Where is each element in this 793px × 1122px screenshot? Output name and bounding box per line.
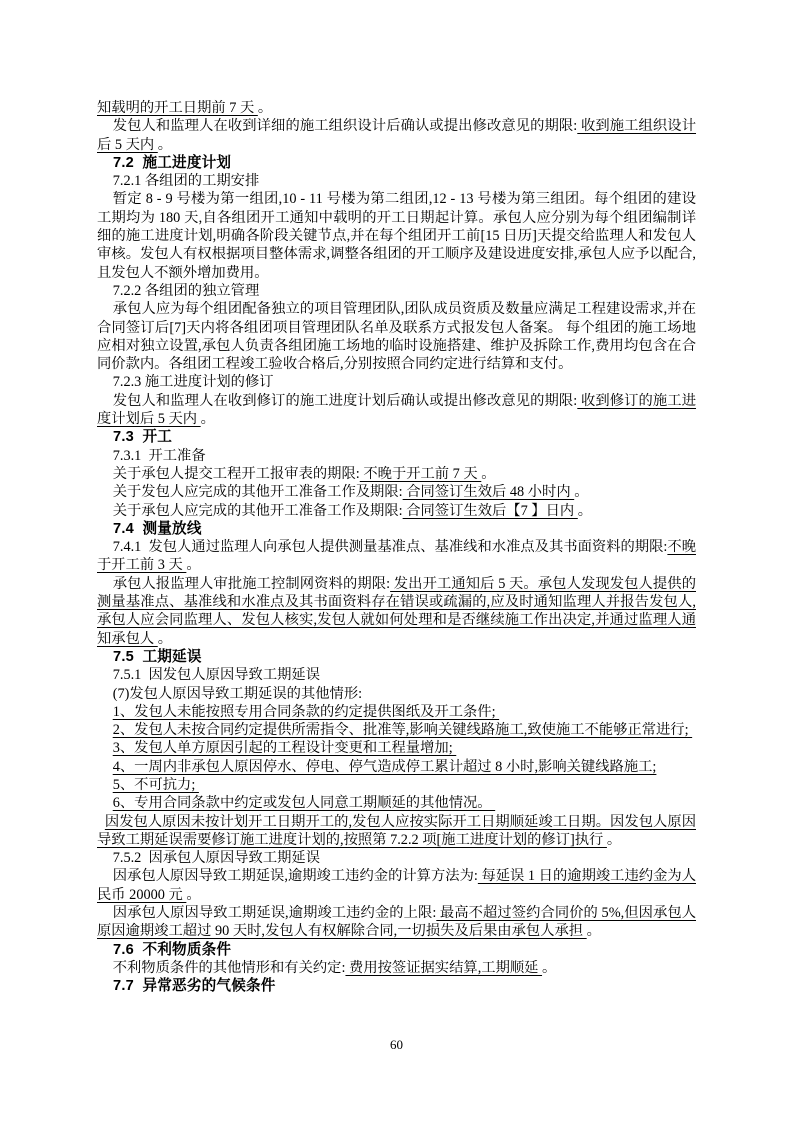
- section-heading: [97, 941, 696, 959]
- paragraph: [97, 538, 696, 575]
- heading-text: 7.5.1 因发包人原因导致工期延误: [112, 667, 321, 684]
- filled-blank: 3、发包人单方原因引起的工程设计变更和工程量增加;: [112, 740, 457, 757]
- paragraph: [97, 685, 696, 703]
- heading-text: 7.7 异常恶劣的气候条件: [113, 978, 276, 995]
- text-segment: 发包人和监理人在收到修订的施工进度计划后确认或提出修改意见的期限:: [112, 392, 578, 409]
- paragraph: [97, 99, 696, 117]
- text-segment: 。: [186, 557, 201, 574]
- filled-blank: 合同签订生效后 48 小时内: [402, 484, 575, 501]
- paragraph: [97, 867, 696, 904]
- filled-blank: 最高不超过签约合同价的 5%,但因承包人原因逾期竣工超过 90 天时,发包人有权解除合同,一切损失及后果由承包人承担: [97, 905, 696, 940]
- list-item: [97, 721, 696, 739]
- heading-text: 7.2.3 施工进度计划的修订: [112, 374, 274, 391]
- text-segment: 。: [606, 831, 622, 848]
- text-segment: 。: [157, 630, 173, 647]
- subsection-heading: [97, 447, 696, 465]
- document-content: [97, 99, 696, 996]
- heading-text: 7.6 不利物质条件: [113, 941, 232, 958]
- filled-blank: 知载明的开工日期前 7 天: [97, 100, 258, 116]
- text-segment: 承包人应为每个组团配备独立的项目管理团队,团队成员资质及数量应满足工程建设需求,并在合同签订后[7]天内将各组团项目管理团队名单及联系方式报发包人备案。 每个组团的施工场地应相对独立设置,承包人负责各组团施工场地的临时设施搭建、维护及拆除工作,费用均包含在合同价款内。各组团工程竣工验收合格后,分别按照合同约定进行结算和支付。: [97, 301, 696, 373]
- paragraph: [97, 300, 696, 373]
- text-segment: (7)发包人原因导致工期延误的其他情形:: [112, 685, 363, 702]
- list-item: [97, 703, 696, 721]
- text-segment: 。: [574, 484, 589, 501]
- list-item: [97, 758, 696, 776]
- filled-blank: 因发包人原因未按计划开工日期开工的,发包人应按实际开工日期顺延竣工日期。因发包人原因导致工期延误需要修订施工进度计划的,按照第 7.2.2 项[施工进度计划的修订]执行: [97, 813, 696, 848]
- heading-text: 7.4 测量放线: [113, 520, 202, 537]
- heading-text: 7.3.1 开工准备: [112, 447, 206, 464]
- paragraph: [97, 575, 696, 648]
- heading-text: 7.5 工期延误: [113, 648, 202, 665]
- subsection-heading: [97, 666, 696, 684]
- section-heading: [97, 154, 696, 172]
- section-heading: [97, 977, 696, 995]
- text-segment: 。: [481, 465, 496, 482]
- page-number: 60: [390, 1037, 403, 1052]
- filled-blank: 每延误 1 日的逾期竣工违约金为人民币 20000 元: [97, 868, 696, 903]
- paragraph: [97, 392, 696, 429]
- heading-text: 7.5.2 因承包人原因导致工期延误: [112, 850, 321, 867]
- text-segment: 。: [586, 923, 601, 940]
- text-segment: 。: [157, 136, 173, 153]
- paragraph: [97, 117, 696, 154]
- text-segment: 。: [200, 411, 215, 428]
- text-segment: 7.4.1 发包人通过监理人向承包人提供测量基准点、基准线和水准点及其书面资料的期限:: [112, 539, 668, 556]
- filled-blank: 6、专用合同条款中约定或发包人同意工期顺延的其他情况。: [112, 795, 496, 812]
- text-segment: 关于发包人应完成的其他开工准备工作及期限:: [112, 484, 403, 501]
- text-segment: 。: [577, 502, 593, 519]
- subsection-heading: [97, 282, 696, 300]
- filled-blank: 费用按签证据实结算,工期顺延: [345, 959, 543, 976]
- text-segment: 。: [542, 959, 557, 976]
- list-item: [97, 739, 696, 757]
- paragraph: [97, 959, 696, 977]
- text-segment: 。: [186, 886, 201, 903]
- paragraph: [97, 904, 696, 941]
- paragraph: [97, 483, 696, 501]
- heading-text: 7.2.2 各组团的独立管理: [112, 282, 260, 299]
- list-item: [97, 776, 696, 794]
- paragraph: [97, 502, 696, 520]
- filled-blank: 不晚于开工前 3 天: [97, 539, 696, 574]
- heading-text: 7.2 施工进度计划: [113, 154, 232, 171]
- filled-blank: 收到施工组织设计后 5 天内: [97, 118, 697, 153]
- page-footer: [0, 1037, 793, 1053]
- filled-blank: 合同签订生效后【7 】日内: [402, 502, 578, 519]
- filled-blank: 2、发包人未按合同约定提供所需指令、批准等,影响关键线路施工,致使施工不能够正常进行;: [112, 722, 693, 739]
- filled-blank: 5、不可抗力;: [112, 776, 199, 793]
- subsection-heading: [97, 373, 696, 391]
- heading-text: 7.2.1 各组团的工期安排: [112, 173, 260, 190]
- filled-blank: 1、发包人未能按照专用合同条款的约定提供图纸及开工条件;: [112, 703, 500, 720]
- heading-text: 7.3 开工: [113, 429, 173, 446]
- text-segment: 关于承包人应完成的其他开工准备工作及期限:: [112, 502, 403, 519]
- text-segment: 因承包人原因导致工期延误,逾期竣工违约金的计算方法为:: [112, 868, 478, 885]
- paragraph: [97, 465, 696, 483]
- subsection-heading: [97, 172, 696, 190]
- filled-blank: 4、一周内非承包人原因停水、停电、停气造成停工累计超过 8 小时,影响关键线路施工;: [112, 758, 657, 775]
- filled-blank: 收到修订的施工进度计划后 5 天内: [97, 392, 697, 428]
- text-segment: 关于承包人提交工程开工报审表的期限:: [112, 465, 360, 482]
- list-item: [97, 794, 696, 812]
- text-segment: 因承包人原因导致工期延误,逾期竣工违约金的上限:: [112, 905, 437, 922]
- text-segment: 。: [257, 100, 273, 116]
- section-heading: [97, 648, 696, 666]
- section-heading: [97, 428, 696, 446]
- paragraph: [97, 813, 696, 850]
- text-segment: 暂定 8 - 9 号楼为第一组团,10 - 11 号楼为第二组团,12 - 13 号楼为第三组团。每个组团的建设工期均为 180 天,自各组团开工通知中载明的开工日期起计算。承包人应分别为每个组团编制详细的施工进度计划,明确各阶段关键节点,并在每个组团开工前[15 日历]天提交给监理人和发包人审核。发包人有权根据项目整体需求,调整各组团的开工顺序及建设进度安排,承包人应予以配合,且发包人不额外增加费用。: [97, 191, 696, 281]
- paragraph: [97, 190, 696, 281]
- filled-blank: 发出开工通知后 5 天。承包人发现发包人提供的测量基准点、基准线和水准点及其书面资料存在错误或疏漏的,应及时通知监理人并报告发包人,承包人应会同监理人、发包人核实,发包人就如何处理和是否继续施工作出决定,并通过监理人通知承包人: [97, 575, 696, 647]
- text-segment: 承包人报监理人审批施工控制网资料的期限:: [112, 575, 391, 592]
- subsection-heading: [97, 849, 696, 867]
- section-heading: [97, 520, 696, 538]
- filled-blank: 不晚于开工前 7 天: [359, 465, 482, 482]
- text-segment: 不利物质条件的其他情形和有关约定:: [112, 959, 346, 976]
- text-segment: 发包人和监理人在收到详细的施工组织设计后确认或提出修改意见的期限:: [112, 118, 578, 135]
